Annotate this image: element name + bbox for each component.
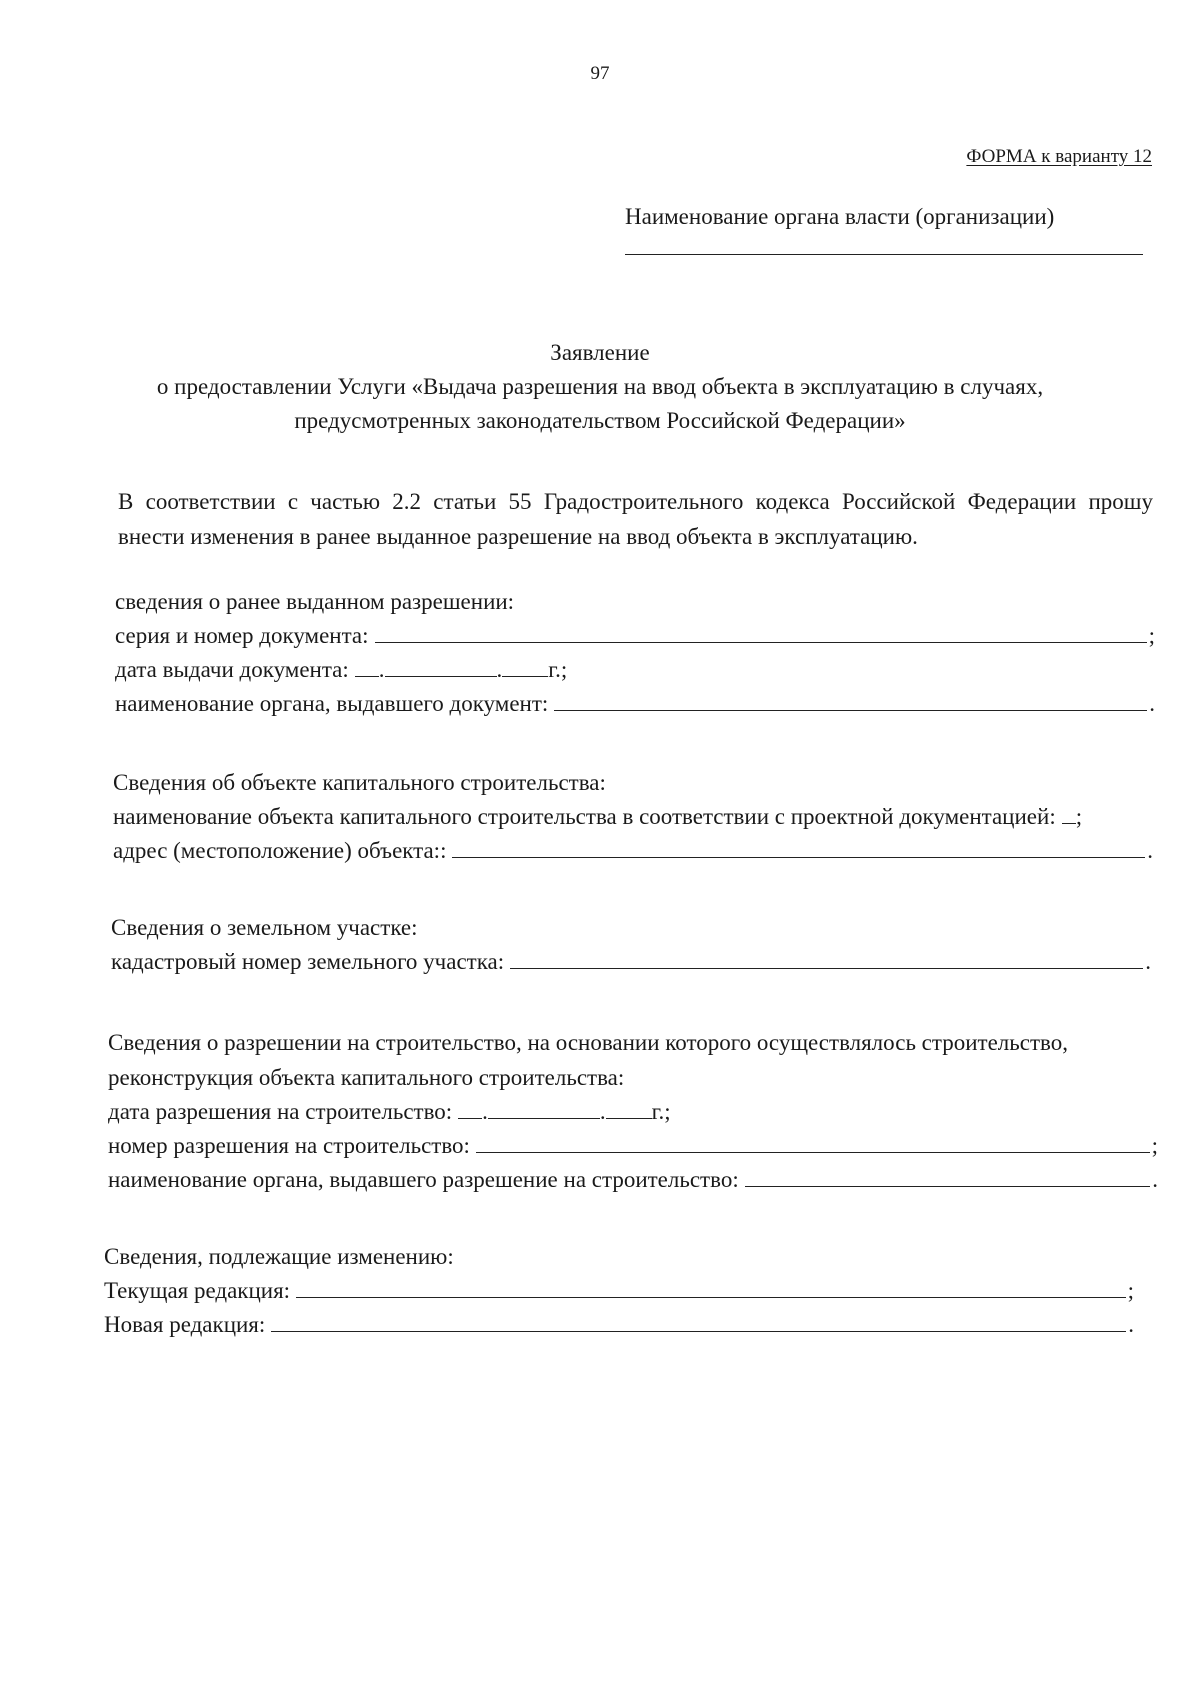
new-edition-label: Новая редакция: bbox=[104, 1312, 266, 1337]
issue-month-field[interactable] bbox=[385, 654, 497, 677]
current-edition-label: Текущая редакция: bbox=[104, 1278, 291, 1303]
construction-issuer-field[interactable] bbox=[745, 1164, 1151, 1187]
construction-date-suffix: г.; bbox=[651, 1099, 671, 1124]
semicolon: ; bbox=[1148, 623, 1155, 648]
current-edition-row bbox=[104, 1274, 1134, 1308]
section-heading bbox=[104, 1240, 1134, 1274]
address-label: адрес (местоположение) объекта:: bbox=[113, 838, 447, 863]
changes-heading: Сведения, подлежащие изменению: bbox=[104, 1244, 454, 1269]
authority-block bbox=[625, 202, 1145, 255]
series-field[interactable] bbox=[375, 620, 1147, 643]
previous-permit-heading: сведения о ранее выданном разрешении: bbox=[115, 589, 515, 614]
period: . bbox=[1152, 1167, 1158, 1192]
issue-date-suffix: г.; bbox=[548, 657, 568, 682]
address-field[interactable] bbox=[452, 835, 1145, 858]
authority-fill-line[interactable] bbox=[625, 254, 1143, 255]
construction-heading: Сведения о разрешении на строительство, на основании которого осуществлялось строительство, реконструкция объекта капитального строительства: bbox=[108, 1030, 1068, 1090]
title-line-1: Заявление bbox=[550, 340, 650, 365]
object-name-row bbox=[113, 800, 1153, 834]
land-heading: Сведения о земельном участке: bbox=[111, 915, 418, 940]
form-label: ФОРМА к варианту 12 bbox=[966, 146, 1152, 167]
object-heading: Сведения об объекте капитального строительства: bbox=[113, 770, 606, 795]
object-name-field[interactable] bbox=[1062, 801, 1076, 824]
construction-day-field[interactable] bbox=[458, 1096, 482, 1119]
section-heading bbox=[113, 766, 1153, 800]
new-edition-field[interactable] bbox=[271, 1309, 1126, 1332]
date-separator: . bbox=[482, 1099, 488, 1124]
period: . bbox=[1149, 691, 1155, 716]
page-number: 97 bbox=[590, 63, 610, 84]
document-title bbox=[60, 336, 1140, 438]
issue-year-field[interactable] bbox=[502, 654, 548, 677]
address-row bbox=[113, 834, 1153, 868]
current-edition-field[interactable] bbox=[296, 1275, 1126, 1298]
period: . bbox=[1128, 1312, 1134, 1337]
new-edition-row bbox=[104, 1308, 1134, 1342]
period: . bbox=[1145, 949, 1151, 974]
construction-issuer-label: наименование органа, выдавшего разрешение на строительство: bbox=[108, 1167, 739, 1192]
intro-paragraph: В соответствии с частью 2.2 статьи 55 Градостроительного кодекса Российской Федерации прошу внести изменения в ранее выданное разрешение на ввод объекта в эксплуатацию. bbox=[118, 489, 1153, 549]
issue-date-row bbox=[115, 653, 1155, 687]
construction-number-row bbox=[108, 1129, 1158, 1163]
title-line-3: предусмотренных законодательством Российской Федерации» bbox=[294, 408, 906, 433]
series-row bbox=[115, 619, 1155, 653]
date-separator: . bbox=[496, 657, 503, 682]
section-construction-permit bbox=[108, 1025, 1158, 1197]
section-heading bbox=[115, 585, 1155, 619]
cadastral-label: кадастровый номер земельного участка: bbox=[111, 949, 505, 974]
issue-date-label: дата выдачи документа: bbox=[115, 657, 349, 682]
section-changes bbox=[104, 1240, 1134, 1342]
issuer-field[interactable] bbox=[554, 688, 1147, 711]
section-heading bbox=[111, 911, 1151, 945]
issue-day-field[interactable] bbox=[355, 654, 379, 677]
construction-issuer-row bbox=[108, 1163, 1158, 1197]
section-heading bbox=[108, 1025, 1158, 1095]
construction-number-label: номер разрешения на строительство: bbox=[108, 1133, 470, 1158]
cadastral-field[interactable] bbox=[510, 946, 1143, 969]
construction-date-label: дата разрешения на строительство: bbox=[108, 1099, 453, 1124]
section-land bbox=[111, 911, 1151, 979]
date-separator: . bbox=[378, 657, 385, 682]
date-separator: . bbox=[599, 1099, 606, 1124]
semicolon: ; bbox=[1075, 804, 1083, 829]
semicolon: ; bbox=[1151, 1133, 1158, 1158]
semicolon: ; bbox=[1127, 1278, 1134, 1303]
title-line-2: о предоставлении Услуги «Выдача разрешения на ввод объекта в эксплуатацию в случаях, bbox=[156, 374, 1044, 399]
series-label: серия и номер документа: bbox=[115, 623, 369, 648]
issuer-label: наименование органа, выдавшего документ: bbox=[115, 691, 549, 716]
authority-label: Наименование органа власти (организации) bbox=[625, 204, 1055, 229]
section-object bbox=[113, 766, 1153, 868]
construction-date-row bbox=[108, 1095, 1158, 1129]
cadastral-row bbox=[111, 945, 1151, 979]
period: . bbox=[1147, 838, 1153, 863]
construction-year-field[interactable] bbox=[606, 1096, 652, 1119]
construction-number-field[interactable] bbox=[476, 1130, 1150, 1153]
object-name-label: наименование объекта капитального строительства в соответствии с проектной документацией: bbox=[113, 804, 1056, 829]
construction-month-field[interactable] bbox=[488, 1096, 600, 1119]
section-previous-permit bbox=[115, 585, 1155, 721]
issuer-row bbox=[115, 687, 1155, 721]
